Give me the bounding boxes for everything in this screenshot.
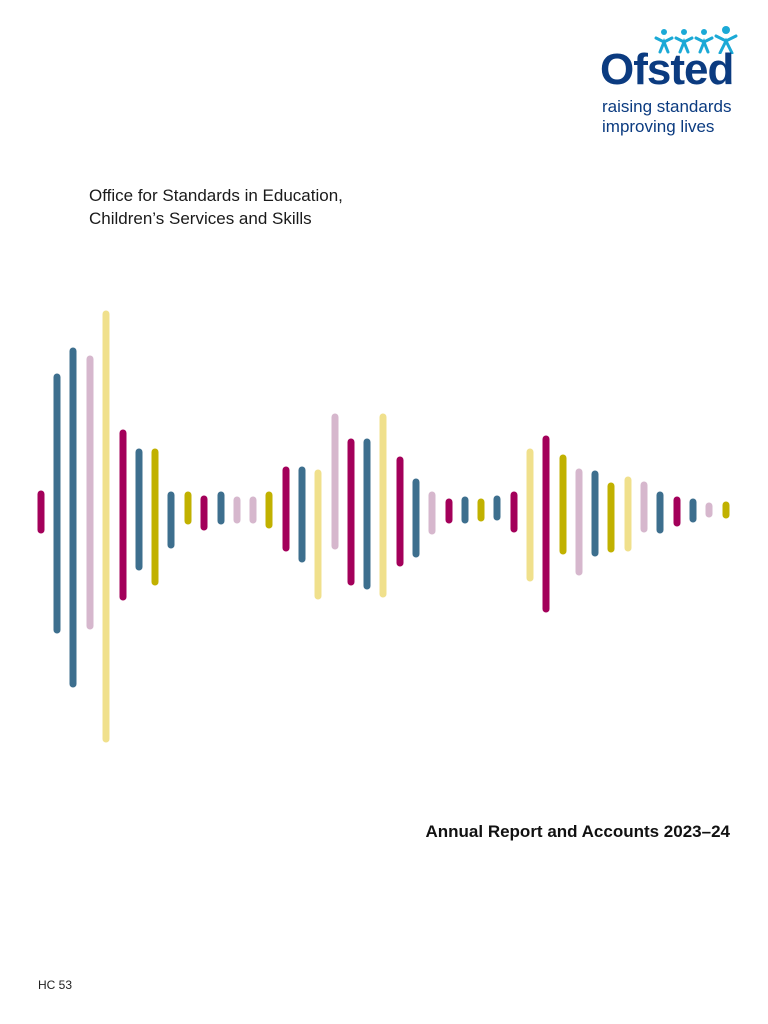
ofsted-logo [600,26,750,138]
logo-tagline-line2: improving lives [602,117,715,136]
sound-wave-graphic [0,300,768,750]
organisation-name-line2: Children’s Services and Skills [89,209,312,228]
logo-tagline-line1: raising standards [602,97,732,116]
ofsted-wordmark: Ofsted [600,45,734,94]
organisation-name [89,184,343,230]
organisation-name-line1: Office for Standards in Education, [89,186,343,205]
paper-number: HC 53 [38,978,73,992]
report-title: Annual Report and Accounts 2023–24 [425,822,730,841]
